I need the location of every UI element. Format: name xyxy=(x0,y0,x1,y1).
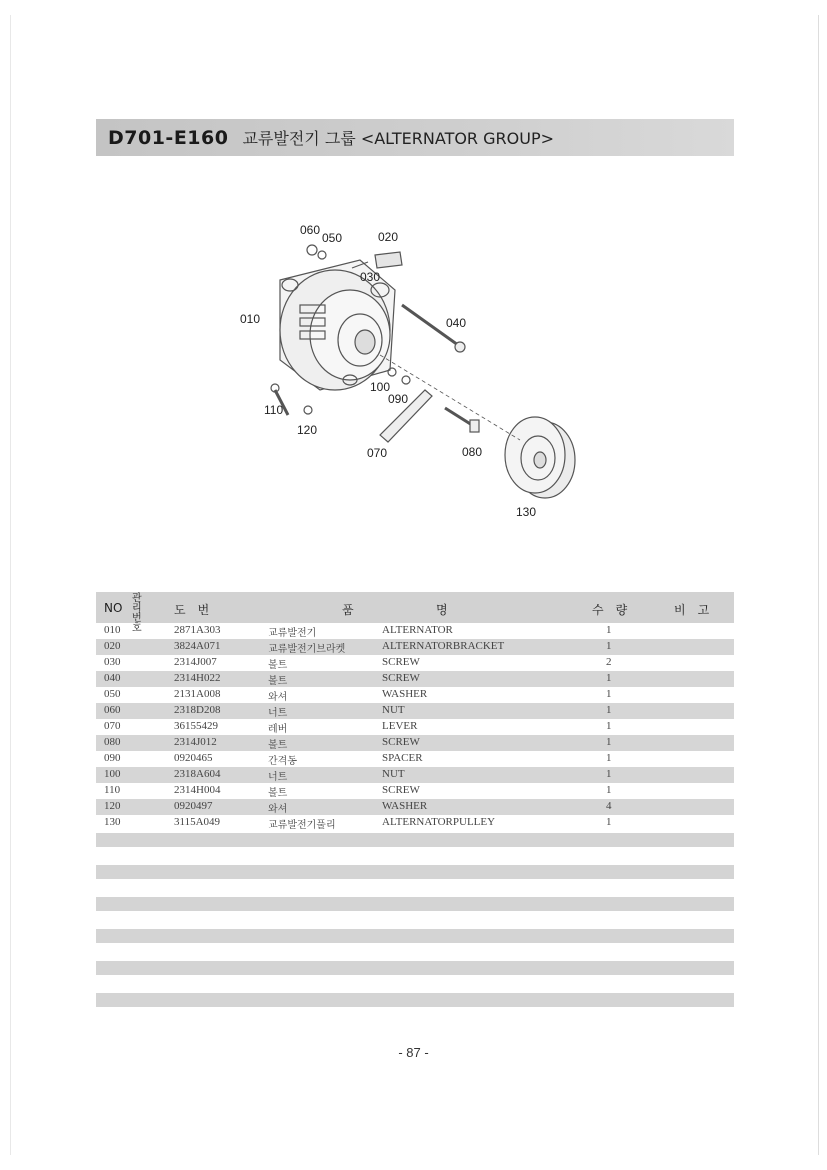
cell-no: 090 xyxy=(104,752,121,764)
header-remark: 비 고 xyxy=(674,603,710,617)
callout-130: 130 xyxy=(516,505,537,519)
cell-no: 060 xyxy=(104,704,121,716)
cell-name-english: LEVER xyxy=(382,720,418,732)
header-drawing: 도 번 xyxy=(174,603,210,617)
cell-no: 070 xyxy=(104,720,121,732)
cell-name-english: SCREW xyxy=(382,784,420,796)
empty-row-band xyxy=(96,865,734,879)
callout-060: 060 xyxy=(300,223,321,237)
section-title-bar xyxy=(96,119,734,156)
cell-name-korean: 레버 xyxy=(268,724,288,735)
cell-name-korean: 볼트 xyxy=(268,740,288,751)
cell-name-korean: 교류발전기브라켓 xyxy=(268,644,346,655)
empty-row-band xyxy=(96,897,734,911)
cell-quantity: 1 xyxy=(606,736,612,748)
cell-quantity: 4 xyxy=(606,800,612,812)
header-kanri: 관리번호 xyxy=(132,593,142,634)
cell-name-english: SPACER xyxy=(382,752,423,764)
cell-name-english: WASHER xyxy=(382,688,428,700)
empty-row-band xyxy=(96,993,734,1007)
cell-name-korean: 볼트 xyxy=(268,676,288,687)
table-row xyxy=(96,799,734,815)
callout-020: 020 xyxy=(378,230,399,244)
cell-part-number: 0920465 xyxy=(174,752,213,764)
cell-name-english: ALTERNATORPULLEY xyxy=(382,816,496,828)
cell-name-korean: 와셔 xyxy=(268,692,288,703)
cell-name-english: SCREW xyxy=(382,672,420,684)
cell-part-number: 2314J007 xyxy=(174,656,217,668)
cell-name-korean: 교류발전기풀리 xyxy=(268,820,336,831)
cell-no: 030 xyxy=(104,656,121,668)
cell-no: 020 xyxy=(104,640,121,652)
table-row xyxy=(96,655,734,671)
cell-name-korean: 볼트 xyxy=(268,788,288,799)
table-row xyxy=(96,719,734,735)
cell-part-number: 2314H004 xyxy=(174,784,221,796)
section-title: 교류발전기 그룹 <ALTERNATOR GROUP> xyxy=(242,129,555,148)
empty-row-band xyxy=(96,961,734,975)
page-number: - 87 - xyxy=(398,1045,429,1060)
cell-name-korean: 너트 xyxy=(268,708,288,719)
callout-100: 100 xyxy=(370,380,391,394)
cell-quantity: 1 xyxy=(606,624,612,636)
callout-110: 110 xyxy=(264,403,284,417)
cell-name-korean: 볼트 xyxy=(268,660,288,671)
callout-010: 010 xyxy=(240,312,261,326)
cell-part-number: 0920497 xyxy=(174,800,213,812)
cell-quantity: 1 xyxy=(606,672,612,684)
cell-name-korean: 간격동 xyxy=(268,756,297,767)
cell-quantity: 1 xyxy=(606,704,612,716)
table-row xyxy=(96,639,734,655)
cell-part-number: 3824A071 xyxy=(174,640,221,652)
cell-no: 010 xyxy=(104,624,121,636)
table-row xyxy=(96,815,734,831)
callout-080: 080 xyxy=(462,445,483,459)
callout-070: 070 xyxy=(367,446,388,460)
exploded-parts-diagram xyxy=(220,210,620,530)
parts-table xyxy=(96,592,734,831)
cell-part-number: 2314H022 xyxy=(174,672,221,684)
cell-name-english: ALTERNATORBRACKET xyxy=(382,640,505,652)
callout-090: 090 xyxy=(388,392,409,406)
cell-no: 110 xyxy=(104,784,121,796)
cell-name-english: WASHER xyxy=(382,800,428,812)
cell-part-number: 36155429 xyxy=(174,720,218,732)
cell-name-korean: 너트 xyxy=(268,772,288,783)
cell-name-korean: 와셔 xyxy=(268,804,288,815)
table-row xyxy=(96,751,734,767)
cell-no: 130 xyxy=(104,816,121,828)
callout-120: 120 xyxy=(297,423,318,437)
cell-name-english: ALTERNATOR xyxy=(382,624,453,636)
cell-quantity: 1 xyxy=(606,688,612,700)
cell-quantity: 1 xyxy=(606,816,612,828)
cell-part-number: 2314J012 xyxy=(174,736,217,748)
cell-part-number: 2871A303 xyxy=(174,624,221,636)
cell-name-english: SCREW xyxy=(382,656,420,668)
cell-part-number: 2131A008 xyxy=(174,688,221,700)
cell-name-korean: 교류발전기 xyxy=(268,628,317,639)
empty-row-band xyxy=(96,833,734,847)
table-row xyxy=(96,623,734,639)
callout-040: 040 xyxy=(446,316,467,330)
cell-quantity: 2 xyxy=(606,656,612,668)
callout-030: 030 xyxy=(360,270,381,284)
cell-no: 040 xyxy=(104,672,121,684)
cell-quantity: 1 xyxy=(606,752,612,764)
table-row xyxy=(96,735,734,751)
cell-name-english: NUT xyxy=(382,704,405,716)
table-row xyxy=(96,671,734,687)
header-name-2: 명 xyxy=(436,603,448,617)
cell-part-number: 2318A604 xyxy=(174,768,221,780)
table-row xyxy=(96,767,734,783)
table-row xyxy=(96,703,734,719)
cell-name-english: NUT xyxy=(382,768,405,780)
cell-no: 100 xyxy=(104,768,121,780)
table-row xyxy=(96,687,734,703)
cell-quantity: 1 xyxy=(606,784,612,796)
cell-quantity: 1 xyxy=(606,640,612,652)
header-no: NO xyxy=(104,601,123,615)
cell-quantity: 1 xyxy=(606,720,612,732)
callout-050: 050 xyxy=(322,231,343,245)
header-name-1: 품 xyxy=(342,603,354,617)
section-code: D701-E160 xyxy=(108,126,229,149)
cell-no: 080 xyxy=(104,736,121,748)
header-qty: 수 량 xyxy=(592,603,628,617)
table-body xyxy=(96,623,734,831)
alternator-drawing xyxy=(220,210,620,530)
cell-name-english: SCREW xyxy=(382,736,420,748)
cell-no: 050 xyxy=(104,688,121,700)
table-row xyxy=(96,783,734,799)
cell-part-number: 2318D208 xyxy=(174,704,221,716)
cell-part-number: 3115A049 xyxy=(174,816,221,828)
catalog-page xyxy=(10,15,819,1155)
cell-no: 120 xyxy=(104,800,121,812)
empty-row-band xyxy=(96,929,734,943)
cell-quantity: 1 xyxy=(606,768,612,780)
